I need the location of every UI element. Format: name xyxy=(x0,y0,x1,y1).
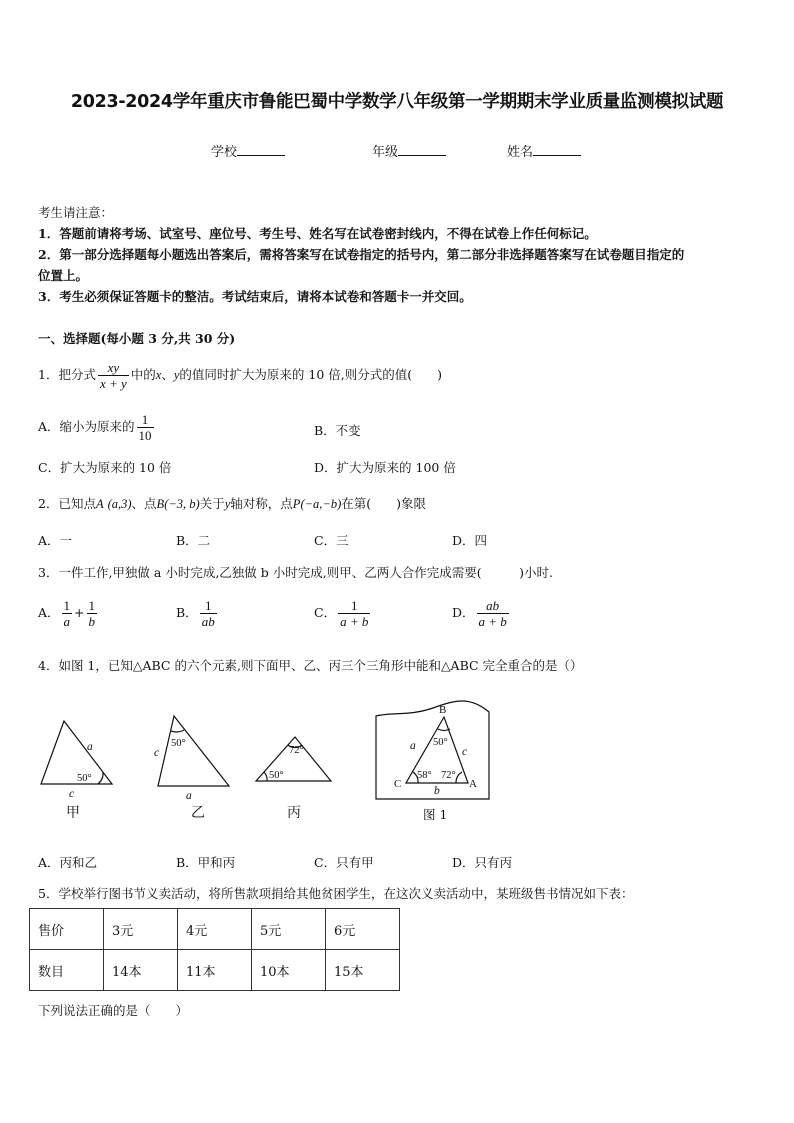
notice-heading: 考生请注意： xyxy=(38,205,114,220)
triangle-yi xyxy=(158,716,229,786)
question-4: 4．如图 1，已知△ABC 的六个元素,则下面甲、乙、丙三个三角形中能和△ABC 完全重合的是（） xyxy=(38,658,583,673)
yi-angle: 50° xyxy=(171,738,186,749)
school-label: 学校 xyxy=(211,145,238,160)
q2-point-b: B xyxy=(156,497,165,511)
q3-opt-a-plus: + xyxy=(74,605,85,620)
q1-frac-num: xy xyxy=(98,360,129,376)
q2-option-d[interactable]: D．四 xyxy=(452,533,488,548)
fig1-angle-c: 58° xyxy=(417,770,432,781)
q2-text: 2．已知点 xyxy=(38,496,96,511)
q1-var-y: y xyxy=(173,368,180,382)
angle-arc-yi xyxy=(171,730,184,732)
q3-opt-d-num: ab xyxy=(477,598,509,614)
caption-bing: 丙 xyxy=(287,805,301,821)
q1-opt-a-num: 1 xyxy=(137,412,154,428)
q3-opt-a-den2: b xyxy=(88,614,96,629)
q3-opt-b-den: ab xyxy=(201,614,215,629)
bing-angle-top: 72° xyxy=(289,745,304,756)
q1-opt-a-den: 10 xyxy=(138,428,152,443)
notice-item: 1．答题前请将考场、试室号、座位号、考生号、姓名写在试卷密封线内，不得在试卷上作任何标记。 xyxy=(38,226,597,241)
q2-text: 、点 xyxy=(131,496,157,511)
grade-label: 年级 xyxy=(372,145,399,160)
q3-opt-c-label: C． xyxy=(314,605,337,620)
q3-opt-d-label: D． xyxy=(452,605,475,620)
yi-side-a: a xyxy=(186,790,192,802)
q3-opt-d-den: a + b xyxy=(478,614,507,629)
q2-coord-p: (−a,−b) xyxy=(300,497,342,511)
q2-point-a: A xyxy=(95,497,104,511)
table-cell: 4元 xyxy=(178,909,252,950)
q3-opt-b-label: B． xyxy=(176,605,198,620)
fig1-side-a: a xyxy=(410,740,416,752)
q1-opt-a-text: A．缩小为原来的 xyxy=(38,419,135,434)
table-row xyxy=(30,950,400,991)
q3-opt-a-den1: a xyxy=(63,614,71,629)
angle-arc-a xyxy=(456,772,462,783)
q3-opt-a-num1: 1 xyxy=(63,598,71,613)
jia-side-a: a xyxy=(87,741,93,753)
q2-text: 在第( )象限 xyxy=(341,496,427,511)
fig1-angle-b: 50° xyxy=(433,737,448,748)
q1-prefix: 1．把分式 xyxy=(38,367,96,382)
q3-opt-a-num2: 1 xyxy=(88,598,96,613)
caption-figure-1: 图 1 xyxy=(423,807,448,822)
table-cell: 6元 xyxy=(326,909,400,950)
q2-option-c[interactable]: C．三 xyxy=(314,533,349,548)
q1-option-c[interactable]: C．扩大为原来的 10 倍 xyxy=(38,460,172,475)
table-cell: 15本 xyxy=(326,950,400,991)
q3-opt-a-label: A． xyxy=(38,605,60,620)
q4-option-c[interactable]: C．只有甲 xyxy=(314,855,374,870)
q2-coord-a: (a,3) xyxy=(107,497,132,511)
q2-point-p: P xyxy=(292,497,301,511)
table-cell: 5元 xyxy=(252,909,326,950)
q2-option-b[interactable]: B．二 xyxy=(176,533,211,548)
q3-opt-c-num: 1 xyxy=(338,598,370,614)
angle-arc-b xyxy=(438,729,450,730)
q5-question: 下列说法正确的是（ ） xyxy=(38,1003,189,1018)
jia-angle: 50° xyxy=(77,773,92,784)
table-cell: 11本 xyxy=(178,950,252,991)
triangle-bing xyxy=(256,737,331,781)
question-3: 3．一件工作,甲独做 a 小时完成,乙独做 b 小时完成,则甲、乙两人合作完成需要( )小时. xyxy=(38,565,553,580)
fig1-side-b: b xyxy=(434,785,440,797)
q1-suffix: 的值同时扩大为原来的 10 倍,则分式的值( ) xyxy=(179,367,443,382)
yi-side-c: c xyxy=(154,747,160,759)
vertex-a: A xyxy=(469,778,477,790)
q2-text: 关于 xyxy=(199,496,225,511)
q1-option-d[interactable]: D．扩大为原来的 100 倍 xyxy=(314,460,456,475)
notice-item: 位置上。 xyxy=(38,268,89,283)
q2-text: 轴对称，点 xyxy=(230,496,293,511)
table-cell: 售价 xyxy=(30,909,104,950)
name-label: 姓名 xyxy=(507,145,534,160)
notice-item: 2．第一部分选择题每小题选出答案后，需将答案写在试卷指定的括号内，第二部分非选择题答案写在试卷题目指定的 xyxy=(38,247,685,262)
page-title: 2023-2024学年重庆市鲁能巴蜀中学数学八年级第一学期期末学业质量监测模拟试题 xyxy=(70,92,724,112)
q1-frac-den: x + y xyxy=(99,376,127,391)
caption-jia: 甲 xyxy=(66,805,80,821)
angle-arc-jia xyxy=(98,772,103,784)
vertex-c: C xyxy=(394,778,402,790)
table-row xyxy=(30,909,400,950)
fig1-angle-a: 72° xyxy=(441,770,456,781)
table-cell: 14本 xyxy=(104,950,178,991)
vertex-b: B xyxy=(439,704,447,716)
q4-option-a[interactable]: A．丙和乙 xyxy=(38,855,98,870)
q1-option-b[interactable]: B．不变 xyxy=(314,423,361,438)
table-cell: 数目 xyxy=(30,950,104,991)
table-cell: 10本 xyxy=(252,950,326,991)
section-heading: 一、选择题(每小题 3 分,共 30 分) xyxy=(38,331,236,346)
caption-yi: 乙 xyxy=(191,805,205,821)
q4-option-d[interactable]: D．只有丙 xyxy=(452,855,513,870)
q1-mid: 中的 xyxy=(130,367,156,382)
question-5: 5．学校举行图书节义卖活动，将所售款项捐给其他贫困学生，在这次义卖活动中，某班级售书情况如下表： xyxy=(38,886,634,901)
fig1-side-c: c xyxy=(462,746,468,758)
angle-arc-bing-left xyxy=(264,772,267,781)
q2-option-a[interactable]: A．一 xyxy=(38,533,73,548)
q1-var-x: x xyxy=(155,368,162,382)
jia-side-c: c xyxy=(69,788,75,800)
table-cell: 3元 xyxy=(104,909,178,950)
q4-option-b[interactable]: B．甲和丙 xyxy=(176,855,236,870)
q2-coord-b: (−3, b) xyxy=(164,497,200,511)
notice-item: 3．考生必须保证答题卡的整洁。考试结束后，请将本试卷和答题卡一并交回。 xyxy=(38,289,472,304)
sales-table xyxy=(29,908,400,991)
bing-angle-left: 50° xyxy=(269,770,284,781)
q1-sep: 、 xyxy=(161,367,174,382)
q2-axis-y: y xyxy=(224,497,231,511)
q3-opt-b-num: 1 xyxy=(200,598,217,614)
q3-opt-c-den: a + b xyxy=(340,614,369,629)
